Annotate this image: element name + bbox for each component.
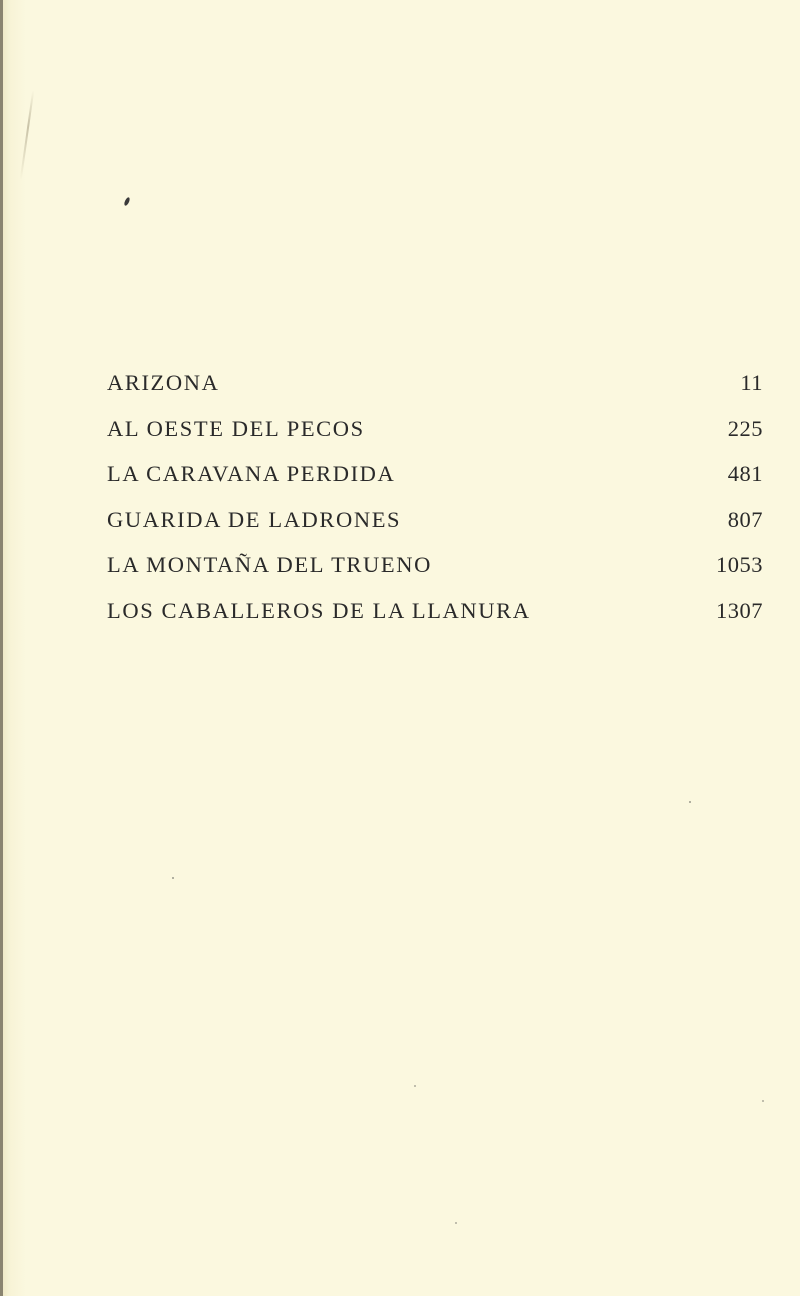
- ink-speck: [455, 1222, 457, 1224]
- ink-speck: [414, 1085, 416, 1087]
- toc-entry: [107, 542, 763, 588]
- toc-entry-title: AL OESTE DEL PECOS: [107, 415, 365, 441]
- toc-entry: [107, 406, 763, 452]
- table-of-contents: [107, 360, 763, 633]
- toc-entry-page: 1307: [716, 597, 763, 623]
- toc-entry-title: GUARIDA DE LADRONES: [107, 506, 402, 532]
- toc-entry: [107, 451, 763, 497]
- paper-crease: [20, 90, 35, 179]
- toc-entry-page: 11: [740, 370, 763, 395]
- toc-entry-page: 481: [727, 461, 763, 486]
- toc-entry-title: LOS CABALLEROS DE LA LLANURA: [107, 597, 531, 623]
- toc-entry-title: LA CARAVANA PERDIDA: [107, 461, 396, 486]
- toc-entry: [107, 497, 763, 543]
- toc-entry-page: 1053: [716, 552, 763, 577]
- ink-speck: [689, 801, 691, 803]
- page-edge: [0, 0, 3, 1296]
- toc-entry: [107, 360, 763, 406]
- toc-entry-title: LA MONTAÑA DEL TRUENO: [107, 552, 432, 577]
- toc-entry: [107, 588, 763, 634]
- toc-entry-title: ARIZONA: [107, 370, 220, 395]
- ink-speck: [762, 1100, 764, 1102]
- ink-speck: [172, 877, 174, 879]
- toc-entry-page: 807: [727, 506, 763, 532]
- toc-entry-page: 225: [727, 415, 763, 441]
- ink-speck: [123, 197, 130, 207]
